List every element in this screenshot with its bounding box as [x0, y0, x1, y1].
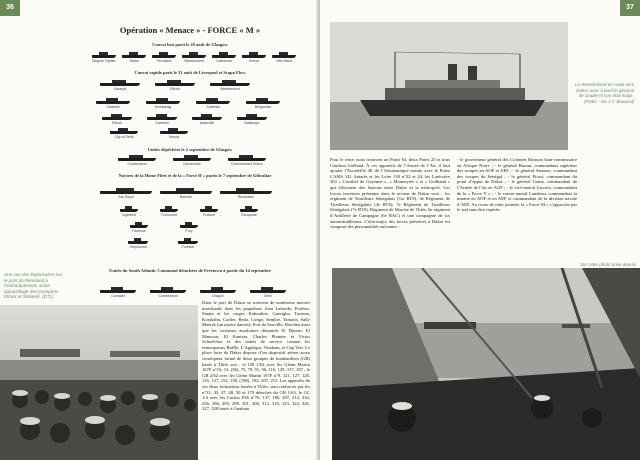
- ship-name-label: Westernland: [220, 87, 240, 91]
- ship-name-label: Belgian Fighter: [92, 59, 116, 63]
- ship-name-label: Caledonia: [216, 59, 232, 63]
- ship-silhouette: [180, 222, 198, 228]
- ship-silhouette: [178, 238, 198, 244]
- destroyers-deck-photo: [332, 268, 640, 460]
- right-body-col2: - le gouverneur général des Colonies Boisson haut-commissaire en Afrique Noire ; - le général Barrau, commandant supérieur des troupes en AOF et AEF ; - le général Armoux, commandant des troupes du Sénégal ; - le général Picart, commandant du point d’appui de Dakar ; - le général Gama, commandant de l’Armée de l’air en AOF ; - le vice-amiral Lacroix, commandant de la « Force Y » ; - le contre-amiral Landriau, commandant la marine en AOF et en AEF et commandant de la division navale d’AEF. Au cours de cette journée, la « Force M » s’approche par le sud sans être repérée.: [457, 157, 577, 213]
- ship-name-label: Cumberland: [127, 162, 147, 166]
- ship-silhouette: [100, 188, 152, 194]
- ship-silhouette: [250, 287, 286, 293]
- ship-name-label: Ettrick: [170, 87, 180, 91]
- ship-name-label: Westernland: [184, 59, 204, 63]
- ship-name-label: Dragon: [212, 294, 224, 298]
- ship-silhouette: [130, 222, 148, 228]
- page-number-right: 37: [620, 0, 640, 16]
- ship-name-label: Karanja: [113, 87, 127, 91]
- left-page: [0, 0, 318, 460]
- ship-silhouette: [160, 128, 188, 134]
- ship-silhouette: [146, 98, 180, 104]
- ship-silhouette: [182, 52, 206, 58]
- ship-silhouette: [150, 287, 186, 293]
- page-number-left: 36: [0, 0, 20, 16]
- ship-silhouette: [120, 206, 138, 212]
- ship-silhouette: [160, 206, 178, 212]
- right-page: [320, 0, 640, 460]
- ship-silhouette: [155, 80, 195, 86]
- ship-silhouette: [96, 98, 130, 104]
- ship-name-label: Ettrick: [112, 121, 122, 125]
- ship-name-label: Devonshire: [183, 162, 201, 166]
- ship-silhouette: [122, 52, 146, 58]
- ship-silhouette: [160, 188, 212, 194]
- top-photo-caption: Le Westernland en route vers Dakar avec à bord le général de Gaulle et son état-major. (FNEL - via J.Y. Brouard): [575, 82, 634, 104]
- left-photo-caption: Une vue des légionnaires sur le pont du Pennland à l’embarquement, avant appareillage des transports Ettrick et Sobieski. (ETL): [4, 272, 63, 299]
- troops-photo: [0, 305, 198, 460]
- ship-silhouette: [220, 188, 272, 194]
- ship-silhouette: [100, 80, 140, 86]
- ship-name-label: Foxhound: [161, 213, 177, 217]
- ship-name-label: Faulknor: [132, 229, 146, 233]
- ship-name-label: Sticks: [129, 59, 139, 63]
- ship-name-label: Sobieski: [206, 105, 220, 109]
- ship-name-label: Kinnkaraig: [154, 105, 172, 109]
- ship-name-label: Escapade: [241, 213, 257, 217]
- ship-name-label: Ville Marie: [275, 59, 293, 63]
- ship-name-label: Fury: [185, 229, 193, 233]
- section-label-2: Convoi rapide parti le 31 août de Liverpool et Scapa Flow: [134, 70, 246, 75]
- ship-name-label: Kenya: [249, 59, 259, 63]
- ship-name-label: Forester: [181, 245, 195, 249]
- ship-name-label: Fortune: [202, 213, 216, 217]
- ship-silhouette: [246, 98, 280, 104]
- section-label-1: Convoi lent parti le 29 août de Glasgow: [152, 42, 228, 47]
- section-label-3: Unités dépêchées le 2 septembre de Glasgow: [147, 147, 233, 152]
- ship-name-label: City of Delhi: [114, 135, 134, 139]
- ship-silhouette: [212, 52, 236, 58]
- ship-name-label: Ark Royal: [118, 195, 134, 199]
- ship-silhouette: [128, 238, 148, 244]
- ship-name-label: Sobieski: [155, 121, 169, 125]
- ship-name-label: Delhi: [264, 294, 272, 298]
- ship-silhouette: [242, 52, 266, 58]
- ship-name-label: Pennland: [156, 59, 172, 63]
- middle-photo-caption: Sur cette photo prise depuis: [579, 262, 636, 267]
- ship-silhouette: [92, 52, 116, 58]
- ship-name-label: Cornwall: [111, 294, 125, 298]
- ship-silhouette: [192, 114, 222, 120]
- ship-silhouette: [228, 155, 266, 161]
- ship-silhouette: [272, 52, 296, 58]
- ship-silhouette: [118, 155, 156, 161]
- ship-silhouette: [210, 80, 250, 86]
- ship-name-label: Cumberland: [158, 294, 178, 298]
- left-body-text: Dans le port de Dakar se trouvent de nombreux navires marchands dont les paquebots Jean Laborde, Porthos, Sinaia et les cargos Kabouline, Guerigha, Tacoma, Korshalm, Carlier, Betta, Congo, Sembre, Tamaris, Sally Maersk (un navire danois), Fort de Souville, Bercheu ainsi que les croiseurs auxiliaires désarmés El Djezair, El Mansour, El Kantara. Charles Plumier et Victor Schoelcher et des unités de service comme les remorqueurs Buffle, L’Applique, Ouakam, et Cap Vert. Le place forte de Dakar dispose d’un dispositif aérien assez conséquent formé de deux groupes de bombardiers (GB) basés à Thiès soit : le GB 1/62 avec les Glenn Martin 167F n°16, 13, (56), 75, 79, 91, 96, 110, 129, 157, 187 ; le GB 2/62 avec les Glenn Martin 167F n°9, 121, 127, 128, 135, 137, 152, 158, (180), 182, 207, 215. Les appareils de ces deux formations basées à Thiès, sont renforcés par les n°31, 43, 47, 48, 50 et 179 détachés du GB 1/63. le GC 1/4 avec les Curtiss P36 n°76, 137, 180, 207, 212, 232, 256, 286, 295, 299, 301, 306, 312, 318, 323, 324, 326, 327, 328 basés à Ouakam.: [202, 300, 310, 412]
- page-title: Opération « Menace » - FORCE « M »: [119, 25, 261, 35]
- ship-silhouette: [152, 52, 176, 58]
- ship-name-label: Belgravian: [254, 105, 272, 109]
- ship-silhouette: [200, 206, 218, 212]
- section-label-5: Unités du South Atlantic Command détachées de Freetown à partir du 14 septembre: [109, 268, 271, 273]
- ship-name-label: Sobieski: [106, 105, 120, 109]
- section-label-4: Navires de la Home Fleet et de la « Force H » partis le 7 septembre de Gibraltar: [118, 173, 272, 178]
- ship-name-label: Bulawayo: [244, 121, 260, 125]
- ship-silhouette: [173, 155, 211, 161]
- ship-silhouette: [200, 287, 236, 293]
- ship-name-label: Kenya: [169, 135, 179, 139]
- ship-silhouette: [240, 206, 258, 212]
- ship-silhouette: [237, 114, 267, 120]
- ship-name-label: Inglefield: [121, 213, 136, 217]
- ship-name-label: Resolution: [237, 195, 255, 199]
- ship-silhouette: [102, 114, 132, 120]
- right-body-col1: Pour le reste, nous trouvons un Potez 63, deux Potez 25 et trois Caudron Goéland. À ces appareils de l’Armée de l’Air, il faut ajouter l’Escadrille 4E de l’Aéronautique navale avec le Potez CAMS 141 Antarès et les Loire 130 n°22 et 24, les Latécoère 302 « Cavalier de Guyenne », « Mouneyrès » et « Guilbaud » qui effectuent des liaisons entre Dakar et la métropole. Les forces terrestres présentes dans le secteur de Dakar sont : 1er régiment de Tirailleurs Sénégalais (1er RTS), 4e Régiment de Tirailleurs Sénégalais (4e RTS), 7e Régiment de Tirailleurs Sénégalais (7e RTS), Régiment de Marche de Thiès, 6e régiment d’Artillerie de Campagne (6e RAC) et une compagnie de six automitrailleuses. L’état-major des forces présentes à Dakar est composé des personnalités suivantes :: [330, 157, 450, 230]
- ship-silhouette: [147, 114, 177, 120]
- ship-name-label: Greyhound: [129, 245, 147, 249]
- ship-silhouette: [110, 128, 138, 134]
- ship-name-label: Barham: [179, 195, 193, 199]
- ship-silhouette: [100, 287, 136, 293]
- ship-silhouette: [196, 98, 230, 104]
- ship-name-label: Isaacville: [199, 121, 215, 125]
- westernland-photo: [330, 22, 568, 150]
- ship-name-label: Commandant Duboc: [230, 162, 264, 166]
